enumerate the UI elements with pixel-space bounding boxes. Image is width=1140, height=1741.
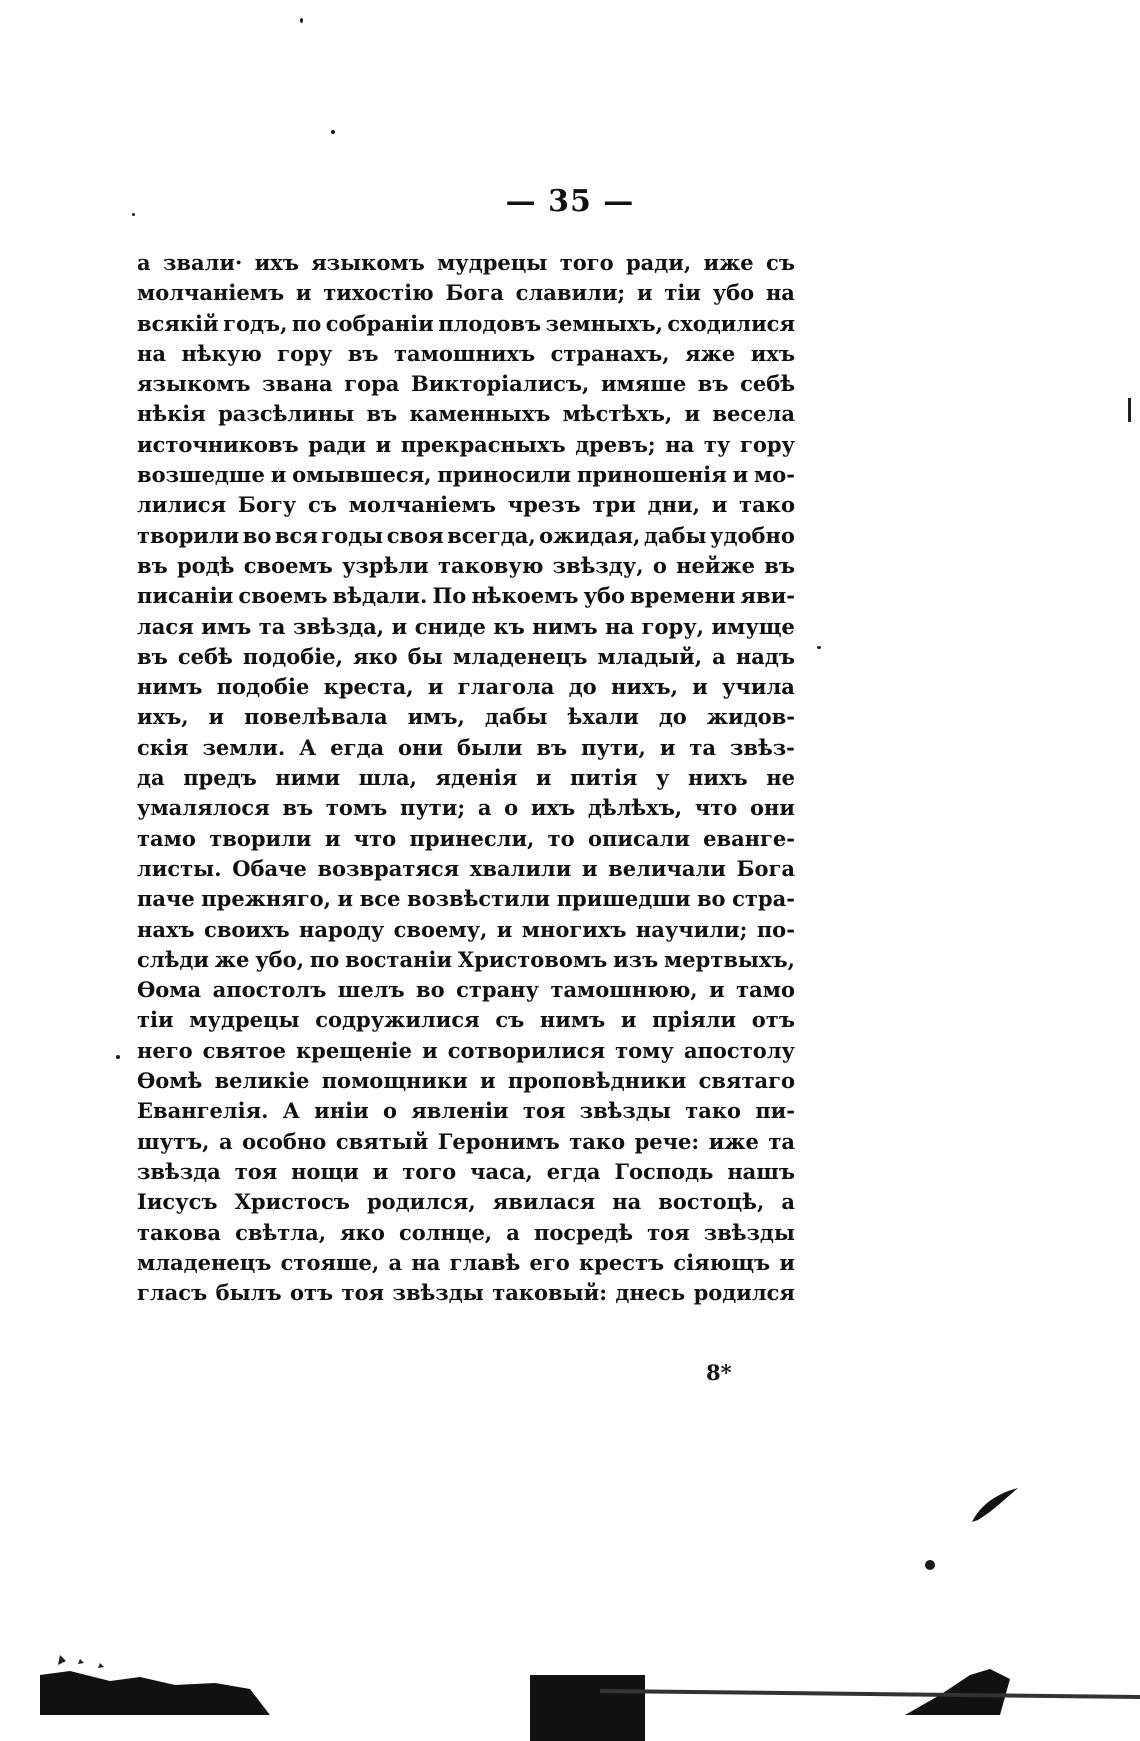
text-line: Ѳомѣ великiе помощники и проповѣдники святаго bbox=[137, 1068, 795, 1094]
text-line: младенецъ стояше, а на главѣ его крестъ сiяющъ и bbox=[137, 1249, 795, 1275]
text-line: него святое крещенiе и сотворилися тому апостолу bbox=[137, 1037, 795, 1063]
scan-speck bbox=[331, 130, 335, 134]
text-line: нимъ подобiе креста, и глагола до нихъ, и учила bbox=[137, 674, 795, 700]
text-line: источниковъ ради и прекрасныхъ древъ; на ту гору bbox=[137, 431, 795, 457]
text-line: ихъ, и повелѣвала имъ, дабы ѣхали до жидов- bbox=[137, 704, 795, 730]
text-line: лилися Богу съ молчанiемъ чрезъ три дни, и тако bbox=[137, 492, 795, 518]
signature-mark: 8* bbox=[706, 1360, 732, 1385]
text-line: нѣкiя разсѣлины въ каменныхъ мѣстѣхъ, и весела bbox=[137, 401, 795, 427]
scan-speck bbox=[132, 213, 135, 216]
text-line: лася имъ та звѣзда, и сниде къ нимъ на гору, имуще bbox=[137, 613, 795, 639]
text-line: умалялося въ томъ пути; а о ихъ дѣлѣхъ, что они bbox=[137, 795, 795, 821]
scan-feather-artifact bbox=[970, 1486, 1020, 1526]
text-line: тамо творили и что принесли, то описали еванге- bbox=[137, 825, 795, 851]
text-line: Iисусъ Христосъ родился, явилася на востоцѣ, а bbox=[137, 1189, 795, 1215]
text-line: паче прежняго, и все возвѣстили пришедши во стра- bbox=[137, 886, 795, 912]
text-line: Ѳома апостолъ шелъ во страну тамошнюю, и тамо bbox=[137, 977, 795, 1003]
text-line: въ родѣ своемъ узрѣли таковую звѣзду, о нейже въ bbox=[137, 552, 795, 578]
text-line: звѣзда тоя нощи и того часа, егда Господь нашъ bbox=[137, 1158, 795, 1184]
text-line: шутъ, а особно святый Геронимъ тако рече: иже та bbox=[137, 1128, 795, 1154]
text-line: на нѣкую гору въ тамошнихъ странахъ, яже ихъ bbox=[137, 340, 795, 366]
text-line: возшедше и омывшеся, приносили приношенiя и мо- bbox=[137, 462, 795, 488]
text-line: листы. Обаче возвратяся хвалили и величали Бога bbox=[137, 855, 795, 881]
scan-edge-mark bbox=[1128, 398, 1131, 422]
scan-speck bbox=[925, 1560, 935, 1570]
scan-speck bbox=[300, 18, 303, 23]
body-text bbox=[137, 248, 795, 1308]
text-line: а звали· ихъ языкомъ мудрецы того ради, иже съ bbox=[137, 250, 795, 275]
text-line: молчанiемъ и тихостiю Бога славили; и тiи убо на bbox=[137, 280, 795, 306]
text-line: гласъ былъ отъ тоя звѣзды таковый: днесь родился bbox=[137, 1280, 795, 1306]
text-line: писанiи своемъ вѣдали. По нѣкоемъ убо времени яви- bbox=[137, 583, 795, 609]
page-number: — 35 — bbox=[505, 184, 635, 219]
text-line: Евангелiя. А инiи о явленiи тоя звѣзды тако пи- bbox=[137, 1098, 795, 1124]
text-line: языкомъ звана гора Викторiалисъ, имяше въ себѣ bbox=[137, 371, 795, 397]
text-line: всякiй годъ, по собранiи плодовъ земныхъ, сходилися bbox=[137, 310, 795, 336]
scan-speck bbox=[116, 1055, 120, 1059]
text-line: такова свѣтла, яко солнце, а посредѣ тоя звѣзды bbox=[137, 1219, 795, 1245]
scan-bottom-artifact bbox=[0, 1655, 1140, 1741]
text-line: нахъ своихъ народу своему, и многихъ научили; по- bbox=[137, 916, 795, 942]
scan-speck bbox=[817, 646, 821, 649]
text-line: творили во вся годы своя всегда, ожидая, дабы удобно bbox=[137, 522, 795, 548]
text-line: скiя земли. А егда они были въ пути, и та звѣз- bbox=[137, 734, 795, 760]
text-line: тiи мудрецы содружилися съ нимъ и прiяли отъ bbox=[137, 1007, 795, 1033]
text-line: въ себѣ подобiе, яко бы младенецъ младый, а надъ bbox=[137, 643, 795, 669]
text-line: да предъ ними шла, яденiя и питiя у нихъ не bbox=[137, 765, 795, 791]
text-line: слѣди же убо, по востанiи Христовомъ изъ мертвыхъ, bbox=[137, 946, 795, 972]
